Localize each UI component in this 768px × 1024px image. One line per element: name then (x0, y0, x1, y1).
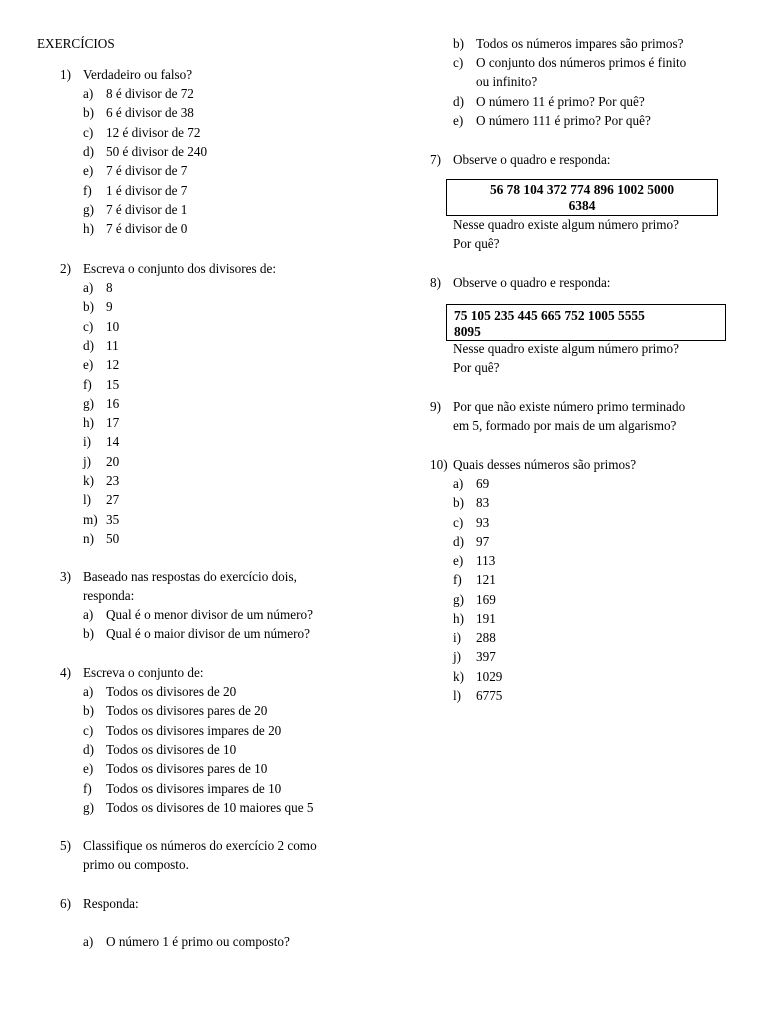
option-text: 23 (106, 473, 120, 488)
option-label: e) (83, 163, 94, 179)
option-label: a) (83, 607, 94, 622)
option-text: 11 (106, 337, 119, 353)
option-label: l) (83, 492, 92, 508)
question-5-number: 5) (60, 838, 71, 853)
option-label: h) (83, 415, 94, 431)
option-text: 7 é divisor de 0 (106, 221, 188, 237)
option-text: 10 (106, 318, 120, 334)
option-text: 83 (476, 495, 490, 511)
option-text: Qual é o menor divisor de um número? (106, 607, 313, 622)
option-label: b) (83, 299, 94, 315)
option-text: 9 (106, 299, 113, 315)
option-label: b) (453, 36, 464, 51)
option-text: 6775 (476, 687, 503, 703)
option-text: Todos os divisores de 10 maiores que 5 (106, 799, 314, 815)
option-text: Todos os divisores pares de 10 (106, 761, 268, 777)
option-text: O conjunto dos números primos é finito (476, 55, 687, 70)
option-text: 397 (476, 649, 496, 665)
option-text: 69 (476, 476, 490, 491)
question-7-box-line1: 56 78 104 372 774 896 1002 5000 (489, 182, 675, 197)
option-label: g) (83, 201, 94, 217)
option-label: a) (83, 934, 94, 949)
question-4-text: Escreva o conjunto de: (83, 665, 204, 680)
option-text: 50 é divisor de 240 (106, 143, 208, 159)
question-4-number: 4) (60, 665, 71, 680)
option-label: g) (453, 591, 464, 607)
option-label: f) (453, 572, 462, 588)
question-5-text-line2: primo ou composto. (83, 857, 189, 872)
option-label: f) (83, 780, 92, 796)
question-5-text-line1: Classifique os números do exercício 2 como (83, 838, 317, 853)
option-label: k) (83, 473, 94, 488)
option-text: Qual é o maior divisor de um número? (106, 626, 310, 642)
option-text: 12 (106, 357, 120, 373)
option-text: 7 é divisor de 7 (106, 163, 188, 179)
option-text: 12 é divisor de 72 (106, 124, 201, 140)
option-text: Todos os divisores de 20 (106, 684, 237, 699)
option-label: a) (83, 280, 94, 295)
option-label: i) (453, 630, 462, 645)
option-label: g) (83, 395, 94, 411)
option-text: 6 é divisor de 38 (106, 105, 194, 121)
option-label: f) (83, 376, 92, 392)
option-label: a) (83, 86, 94, 101)
question-3-text-line2: responda: (83, 588, 135, 603)
option-label: c) (83, 722, 94, 738)
option-text: 7 é divisor de 1 (106, 201, 188, 217)
option-text: 113 (476, 553, 496, 568)
question-2-text: Escreva o conjunto dos divisores de: (83, 261, 277, 276)
option-text: 191 (476, 610, 496, 626)
question-3-text-line1: Baseado nas respostas do exercício dois, (83, 569, 297, 584)
option-label: c) (83, 318, 94, 334)
question-9-text-line2: em 5, formado por mais de um algarismo? (453, 418, 677, 433)
option-label: a) (83, 684, 94, 699)
option-text: 50 (106, 530, 120, 546)
option-text: ou infinito? (476, 74, 538, 89)
option-text: Todos os números impares são primos? (476, 36, 684, 51)
question-6-number: 6) (60, 896, 71, 911)
option-text: 20 (106, 453, 120, 469)
question-8-text: Observe o quadro e responda: (453, 275, 611, 290)
option-text: 27 (106, 492, 120, 508)
question-10-text: Quais desses números são primos? (453, 457, 637, 472)
question-7-box-line2: 6384 (568, 198, 596, 213)
option-label: e) (453, 553, 464, 568)
question-6-text: Responda: (83, 896, 139, 911)
option-label: c) (83, 124, 94, 140)
option-label: e) (83, 761, 94, 777)
option-text: O número 11 é primo? Por quê? (476, 94, 645, 109)
question-8-number: 8) (430, 275, 441, 290)
question-8-after-line2: Por quê? (453, 360, 500, 375)
option-label: g) (83, 799, 94, 815)
option-label: d) (83, 143, 94, 159)
option-label: l) (453, 687, 462, 703)
option-label: e) (83, 357, 94, 373)
option-label: n) (83, 530, 94, 546)
question-10-number: 10) (430, 457, 448, 472)
document-title: EXERCÍCIOS (37, 36, 115, 51)
option-label: c) (453, 514, 464, 530)
option-text: 1 é divisor de 7 (106, 182, 188, 198)
option-label: h) (453, 610, 464, 626)
question-7-number-box (446, 179, 718, 216)
option-label: m) (83, 511, 98, 527)
question-8-box-line2: 8095 (454, 324, 481, 339)
question-7-number: 7) (430, 152, 441, 167)
option-text: 16 (106, 395, 120, 411)
option-label: c) (453, 55, 464, 70)
option-text: 169 (476, 591, 496, 607)
question-8-number-box (446, 304, 726, 341)
option-label: b) (83, 105, 94, 121)
option-label: b) (83, 626, 94, 642)
question-8-box-line1: 75 105 235 445 665 752 1005 5555 (454, 308, 645, 323)
option-text: 121 (476, 572, 496, 588)
option-text: 288 (476, 630, 496, 645)
option-label: f) (83, 182, 92, 198)
option-label: d) (83, 741, 94, 757)
question-7-after-line1: Nesse quadro existe algum número primo? (453, 217, 679, 232)
option-label: d) (83, 337, 94, 353)
option-text: 8 (106, 280, 113, 295)
option-text: 14 (106, 434, 120, 450)
option-label: k) (453, 668, 464, 684)
option-text: Todos os divisores pares de 20 (106, 703, 268, 719)
question-2-number: 2) (60, 261, 71, 276)
question-8-after-line1: Nesse quadro existe algum número primo? (453, 341, 679, 356)
option-text: 97 (476, 533, 490, 549)
option-text: Todos os divisores impares de 10 (106, 780, 282, 796)
question-1-text: Verdadeiro ou falso? (83, 67, 193, 82)
option-label: b) (453, 495, 464, 511)
option-label: h) (83, 221, 94, 237)
option-text: 35 (106, 511, 120, 527)
option-text: 15 (106, 376, 120, 392)
option-label: j) (83, 453, 92, 469)
option-label: e) (453, 113, 464, 128)
question-9-text-line1: Por que não existe número primo terminado (453, 399, 686, 414)
question-1-number: 1) (60, 67, 71, 82)
option-label: i) (83, 434, 92, 450)
option-label: a) (453, 476, 464, 491)
question-7-text: Observe o quadro e responda: (453, 152, 611, 167)
option-text: 93 (476, 514, 490, 530)
question-3-number: 3) (60, 569, 71, 584)
option-text: 17 (106, 415, 120, 431)
option-label: d) (453, 94, 464, 109)
option-label: d) (453, 533, 464, 549)
question-7-after-line2: Por quê? (453, 236, 500, 251)
option-label: j) (453, 649, 462, 665)
option-text: O número 111 é primo? Por quê? (476, 113, 651, 128)
option-text: 1029 (476, 668, 503, 684)
question-9-number: 9) (430, 399, 441, 414)
option-label: b) (83, 703, 94, 719)
option-text: 8 é divisor de 72 (106, 86, 194, 101)
option-text: Todos os divisores impares de 20 (106, 722, 282, 738)
option-text: O número 1 é primo ou composto? (106, 934, 290, 949)
option-text: Todos os divisores de 10 (106, 741, 237, 757)
